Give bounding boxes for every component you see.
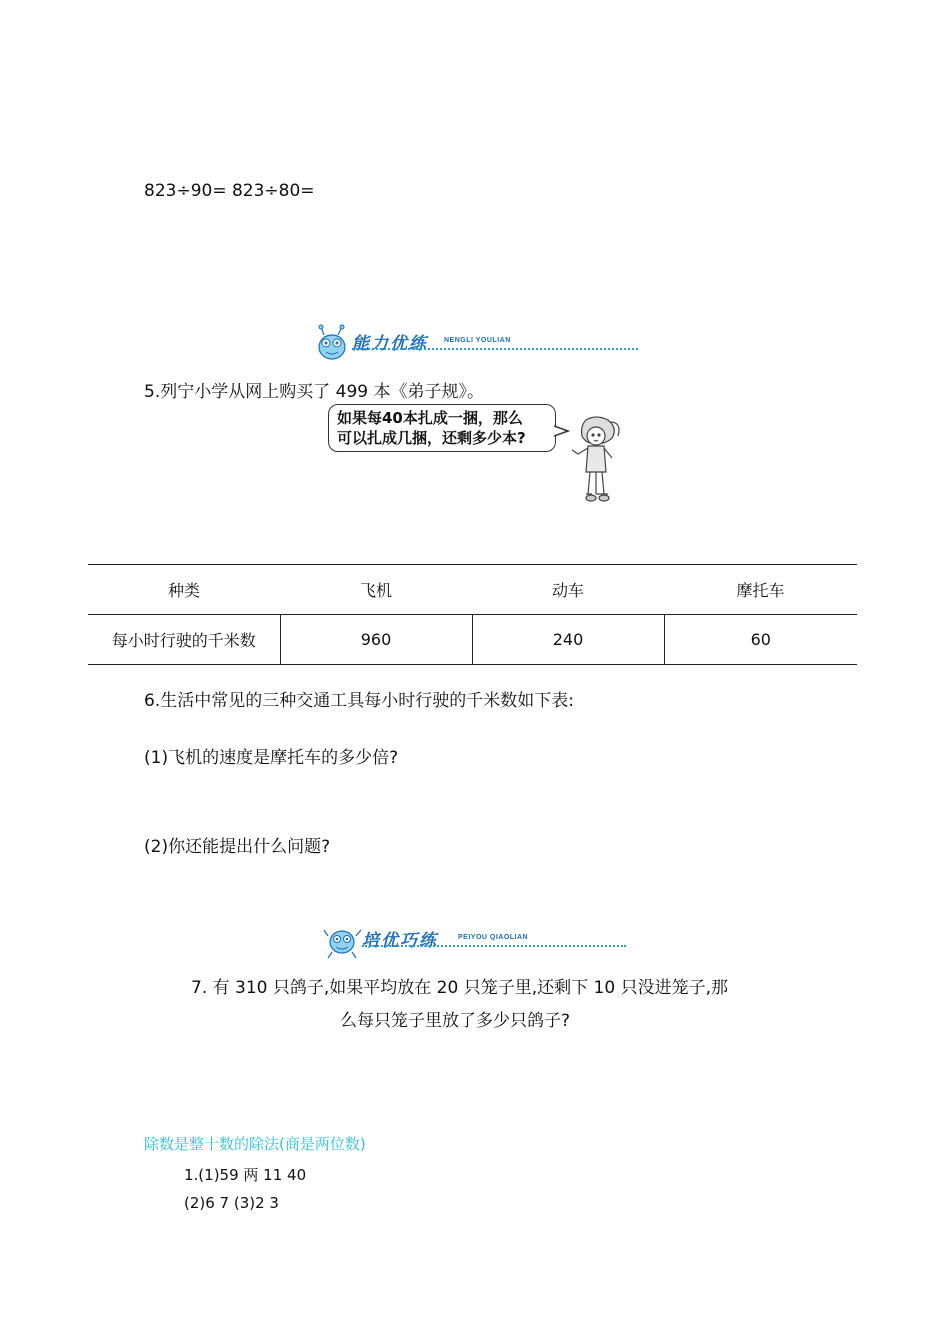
- table-row-label: 每小时行驶的千米数: [88, 615, 280, 665]
- question-6: 6.生活中常见的三种交通工具每小时行驶的千米数如下表:: [144, 691, 574, 711]
- speech-bubble: [328, 404, 556, 452]
- table-cell: 60: [664, 615, 857, 665]
- dotted-underline: [352, 348, 638, 350]
- section-subtitle: PEIYOU QIAOLIAN: [458, 934, 529, 941]
- table-cell: 960: [280, 615, 472, 665]
- bubble-line-2: 可以扎成几捆，还剩多少本?: [337, 429, 526, 447]
- top-equations: 823÷90= 823÷80=: [144, 181, 315, 201]
- table-header-cell: 动车: [472, 565, 664, 615]
- question-6-part-1: (1)飞机的速度是摩托车的多少倍?: [144, 748, 399, 768]
- dotted-underline: [362, 945, 626, 947]
- girl-illustration-icon: [566, 414, 626, 506]
- section-banner-nengli: [312, 323, 638, 363]
- alien-mascot-icon: [322, 920, 364, 960]
- table-row: [88, 615, 857, 665]
- answer-line-2: (2)6 7 (3)2 3: [184, 1194, 279, 1212]
- section-title: 能力优练: [352, 334, 428, 354]
- section-title: 培优巧练: [362, 931, 438, 951]
- section-banner-peiyou: [322, 920, 626, 960]
- answer-title: 除数是整十数的除法(商是两位数): [144, 1135, 366, 1153]
- section-subtitle: NENGLI YOULIAN: [444, 337, 511, 344]
- table-header-cell: 摩托车: [664, 565, 857, 615]
- question-5: 5.列宁小学从网上购买了 499 本《弟子规》。: [144, 382, 484, 402]
- question-7-line-1: 7. 有 310 只鸽子,如果平均放在 20 只笼子里,还剩下 10 只没进笼子,那: [191, 978, 728, 998]
- question-7-line-2: 么每只笼子里放了多少只鸽子?: [340, 1011, 571, 1031]
- speed-table: [88, 564, 857, 665]
- table-header-cell: 种类: [88, 565, 280, 615]
- question-6-part-2: (2)你还能提出什么问题?: [144, 837, 331, 857]
- table-cell: 240: [472, 615, 664, 665]
- table-header-row: [88, 565, 857, 615]
- bubble-line-1: 如果每40本扎成一捆，那么: [337, 409, 523, 427]
- table-header-cell: 飞机: [280, 565, 472, 615]
- answer-line-1: 1.(1)59 两 11 40: [184, 1166, 307, 1184]
- alien-mascot-icon: [312, 323, 354, 363]
